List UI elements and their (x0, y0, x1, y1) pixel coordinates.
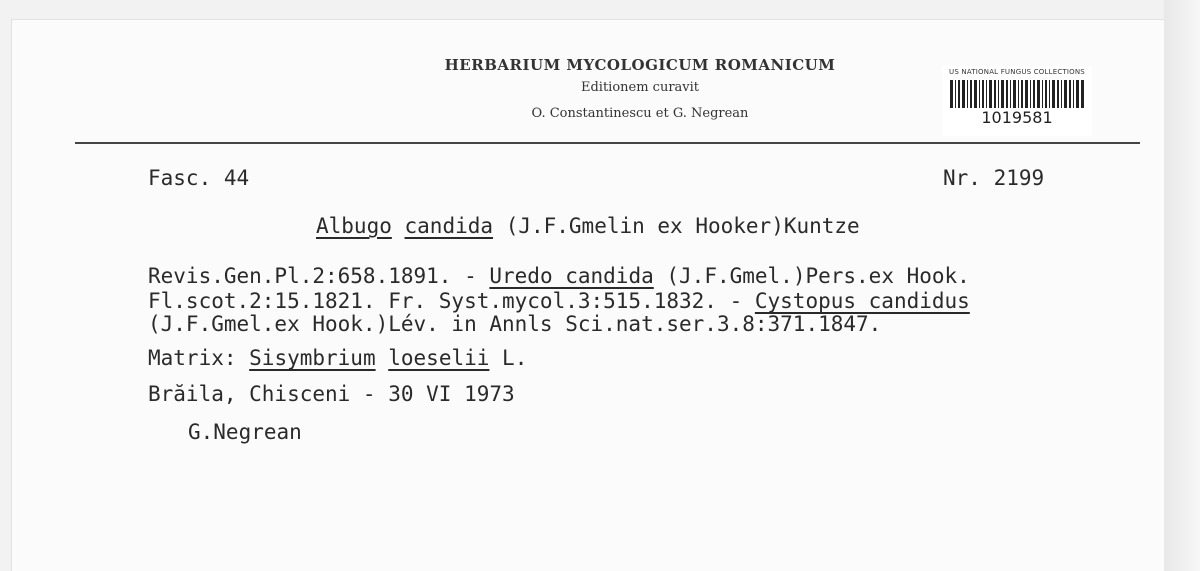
species-epithet: candida (404, 214, 494, 238)
sheet-edge (1164, 0, 1200, 571)
reference-text: (J.F.Gmel.)Pers.ex Hook. (653, 264, 970, 288)
reference-text: Revis.Gen.Pl.2:658.1891. - (148, 264, 490, 288)
synonym-uredo: Uredo candida (489, 264, 654, 288)
barcode-icon (950, 80, 1084, 108)
reference-text: Fl.scot.2:15.1821. Fr. Syst.mycol.3:515.1832. - (148, 289, 755, 313)
reference-line-2 (148, 289, 970, 313)
exsiccata-number: Nr. 2199 (943, 166, 1045, 190)
reference-line-1 (148, 264, 970, 288)
host-genus: Sisymbrium (249, 346, 376, 370)
barcode-number: 1019581 (981, 108, 1053, 127)
species-genus: Albugo (316, 214, 392, 238)
barcode-institution: US NATIONAL FUNGUS COLLECTIONS (949, 68, 1085, 76)
species-name (316, 214, 860, 238)
fascicle-number: Fasc. 44 (148, 166, 250, 190)
herbarium-editors: O. Constantinescu et G. Negrean (531, 106, 749, 121)
host-authority: L. (489, 346, 528, 370)
reference-line-3: (J.F.Gmel.ex Hook.)Lév. in Annls Sci.nat.ser.3.8:371.1847. (148, 312, 882, 336)
species-authority: (J.F.Gmelin ex Hooker)Kuntze (505, 214, 860, 238)
header-divider (75, 142, 1140, 144)
matrix-prefix: Matrix: (148, 346, 250, 370)
synonym-cystopus: Cystopus candidus (754, 289, 970, 313)
locality-date: Brăila, Chisceni - 30 VI 1973 (148, 382, 515, 406)
matrix-line (148, 346, 527, 370)
host-epithet: loeselii (388, 346, 490, 370)
herbarium-title: HERBARIUM MYCOLOGICUM ROMANICUM (444, 56, 836, 74)
herbarium-subtitle: Editionem curavit (580, 80, 700, 95)
collector-name: G.Negrean (188, 420, 302, 444)
